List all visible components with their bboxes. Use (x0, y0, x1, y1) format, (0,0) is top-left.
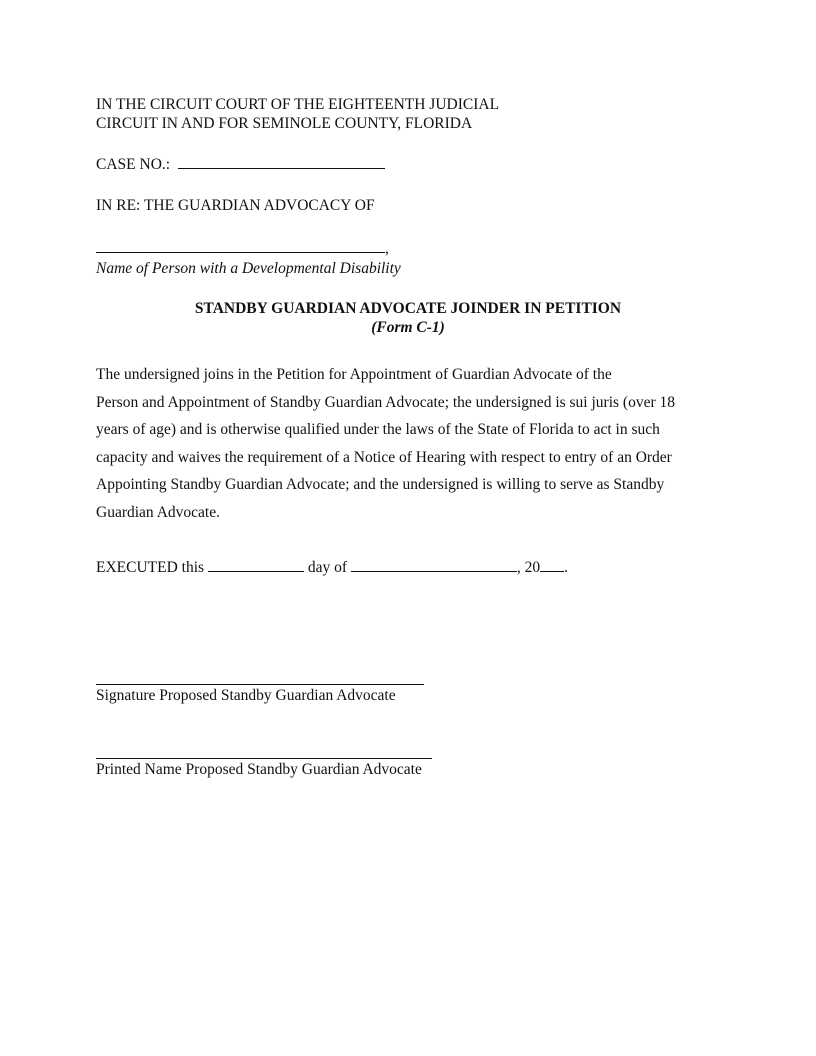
printed-name-label: Printed Name Proposed Standby Guardian Advocate (96, 761, 422, 778)
year-field[interactable] (540, 558, 564, 572)
in-re-line: IN RE: THE GUARDIAN ADVOCACY OF (96, 197, 375, 214)
court-line-1: IN THE CIRCUIT COURT OF THE EIGHTEENTH JUDICIAL (96, 96, 500, 113)
body-line: Person and Appointment of Standby Guardian Advocate; the undersigned is sui juris (over 18 (96, 394, 676, 411)
signature-label: Signature Proposed Standby Guardian Advocate (96, 687, 396, 704)
body-line: capacity and waives the requirement of a Notice of Hearing with respect to entry of an Order (96, 449, 672, 466)
body-line: years of age) and is otherwise qualified under the laws of the State of Florida to act in such (96, 421, 660, 438)
court-line-2: CIRCUIT IN AND FOR SEMINOLE COUNTY, FLORIDA (96, 115, 473, 132)
case-number-row (96, 155, 385, 174)
name-comma: , (385, 240, 389, 257)
person-name-row (96, 239, 389, 258)
executed-period: . (564, 559, 568, 576)
document-title: STANDBY GUARDIAN ADVOCATE JOINDER IN PETITION (194, 300, 622, 317)
body-line: The undersigned joins in the Petition for Appointment of Guardian Advocate of the (96, 366, 612, 383)
day-field[interactable] (208, 558, 304, 572)
person-name-field[interactable] (96, 239, 385, 253)
person-name-caption: Name of Person with a Developmental Disability (96, 260, 401, 277)
executed-row (96, 558, 568, 577)
case-number-field[interactable] (178, 155, 385, 169)
executed-label: EXECUTED this (96, 559, 205, 576)
case-no-label: CASE NO.: (96, 156, 171, 173)
signature-field[interactable] (96, 684, 424, 685)
printed-name-field[interactable] (96, 758, 432, 759)
month-field[interactable] (351, 558, 517, 572)
body-line: Guardian Advocate. (96, 504, 220, 521)
form-number: (Form C-1) (371, 319, 445, 336)
day-of-label: day of (307, 559, 347, 576)
body-line: Appointing Standby Guardian Advocate; and the undersigned is willing to serve as Standby (96, 476, 665, 493)
year-prefix: , 20 (516, 559, 541, 576)
